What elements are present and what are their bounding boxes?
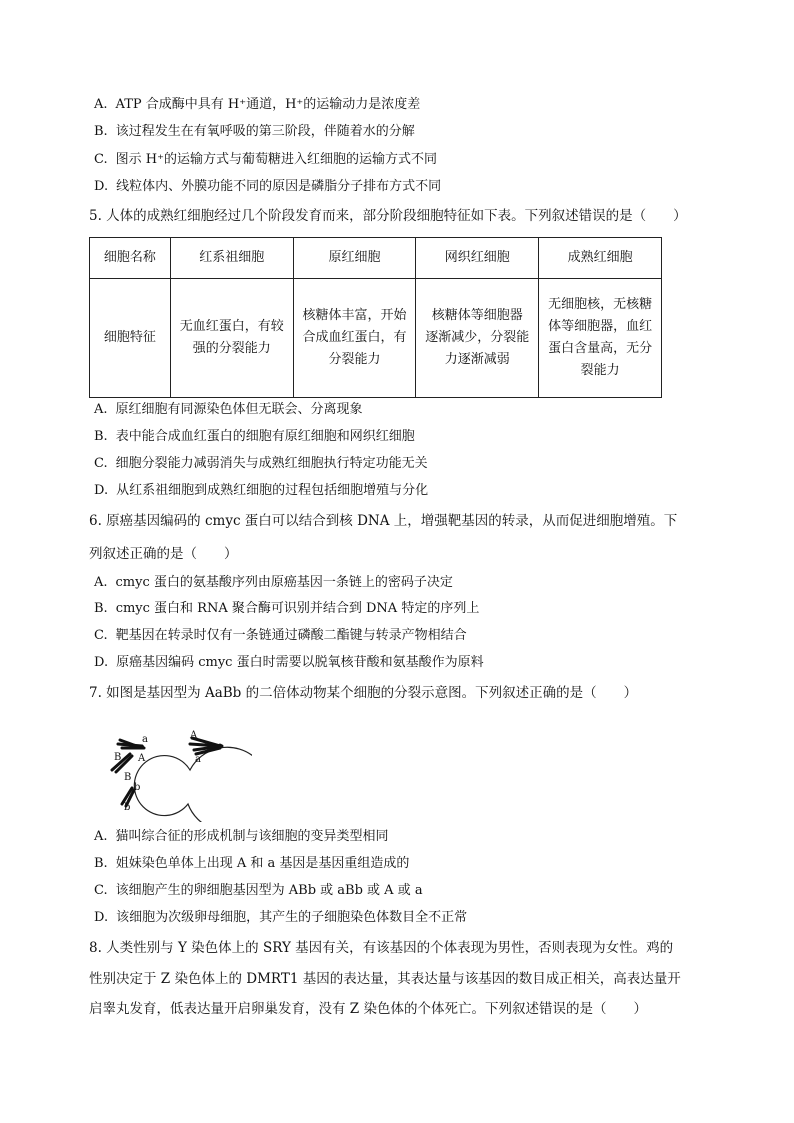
q6-option-a: A. cmyc 蛋白的氨基酸序列由原癌基因一条链上的密码子决定 (94, 575, 453, 590)
q8-stem-line3: 启睾丸发育，低表达量开启卵巢发育，没有 Z 染色体的个体死亡。下列叙述错误的是（ ） (89, 1001, 647, 1017)
q7-option-b: B. 姐妹染色单体上出现 A 和 a 基因是基因重组造成的 (94, 856, 410, 871)
q7-stem: 7. 如图是基因型为 AaBb 的二倍体动物某个细胞的分裂示意图。下列叙述正确的是（ ） (89, 685, 638, 701)
q5-stem: 5. 人体的成熟红细胞经过几个阶段发育而来，部分阶段细胞特征如下表。下列叙述错误的是（ ） (89, 208, 687, 224)
header-reticulocyte: 网织红细胞 (416, 238, 539, 279)
table-row (90, 279, 662, 398)
label-a-2: a (195, 754, 201, 765)
q7-option-c: C. 该细胞产生的卵细胞基因型为 ABb 或 aBb 或 A 或 a (94, 883, 423, 898)
cell-proerythroblast: 核糖体丰富，开始 合成血红蛋白，有 分裂能力 (293, 279, 416, 398)
cell-division-figure (92, 718, 252, 822)
cell-outline (134, 747, 252, 822)
q6-option-b: B. cmyc 蛋白和 RNA 聚合酶可识别并结合到 DNA 特定的序列上 (94, 601, 480, 616)
label-b-1: b (134, 782, 141, 793)
label-B-1: B (114, 752, 122, 763)
q7-option-d: D. 该细胞为次级卵母细胞，其产生的子细胞染色体数目全不正常 (94, 910, 468, 925)
q6-stem-line1: 6. 原癌基因编码的 cmyc 蛋白可以结合到核 DNA 上，增强靶基因的转录，从而促进细胞增殖。下 (89, 513, 678, 529)
q6-option-d: D. 原癌基因编码 cmyc 蛋白时需要以脱氧核苷酸和氨基酸作为原料 (94, 655, 484, 670)
q5-option-d: D. 从红系祖细胞到成熟红细胞的过程包括细胞增殖与分化 (94, 483, 429, 498)
label-b-2: b (124, 802, 131, 813)
q6-stem-line2: 列叙述正确的是（ ） (89, 546, 238, 562)
q4-option-c: C. 图示 H⁺的运输方式与葡萄糖进入红细胞的运输方式不同 (94, 152, 437, 167)
q7-option-a: A. 猫叫综合征的形成机制与该细胞的变异类型相同 (94, 829, 389, 844)
centromere-upper-left (140, 745, 144, 749)
cell-feature-table (89, 237, 662, 398)
header-cell-name: 细胞名称 (90, 238, 171, 279)
q8-stem-line1: 8. 人类性别与 Y 染色体上的 SRY 基因有关，有该基因的个体表现为男性，否则表现为女性。鸡的 (89, 940, 674, 956)
label-A-1: A (138, 753, 146, 764)
header-proerythroblast: 原红细胞 (293, 238, 416, 279)
q4-option-b: B. 该过程发生在有氧呼吸的第三阶段，伴随着水的分解 (94, 124, 415, 139)
label-a-1: a (142, 734, 148, 745)
cell-reticulocyte: 核糖体等细胞器 逐渐减少，分裂能 力逐渐减弱 (416, 279, 539, 398)
header-progenitor: 红系祖细胞 (170, 238, 293, 279)
header-mature-rbc: 成熟红细胞 (539, 238, 662, 279)
q5-option-b: B. 表中能合成血红蛋白的细胞有原红细胞和网织红细胞 (94, 429, 415, 444)
q8-stem-line2: 性别决定于 Z 染色体上的 DMRT1 基因的表达量，其表达量与该基因的数目成正相关，高表达量开 (89, 971, 681, 987)
label-B-2: B (124, 772, 132, 783)
label-A-2: A (190, 730, 198, 741)
q5-option-a: A. 原红细胞有同源染色体但无联会、分离现象 (94, 402, 363, 417)
centromere-right (218, 744, 223, 749)
row-label: 细胞特征 (90, 279, 171, 398)
cell-progenitor: 无血红蛋白，有较 强的分裂能力 (170, 279, 293, 398)
q4-option-a: A. ATP 合成酶中具有 H⁺通道，H⁺的运输动力是浓度差 (94, 97, 421, 112)
q5-option-c: C. 细胞分裂能力减弱消失与成熟红细胞执行特定功能无关 (94, 456, 428, 471)
table-header-row (90, 238, 662, 279)
cell-mature-rbc: 无细胞核，无核糖 体等细胞器，血红 蛋白含量高，无分 裂能力 (539, 279, 662, 398)
q6-option-c: C. 靶基因在转录时仅有一条链通过磷酸二酯键与转录产物相结合 (94, 628, 467, 643)
q4-option-d: D. 线粒体内、外膜功能不同的原因是磷脂分子排布方式不同 (94, 179, 442, 194)
